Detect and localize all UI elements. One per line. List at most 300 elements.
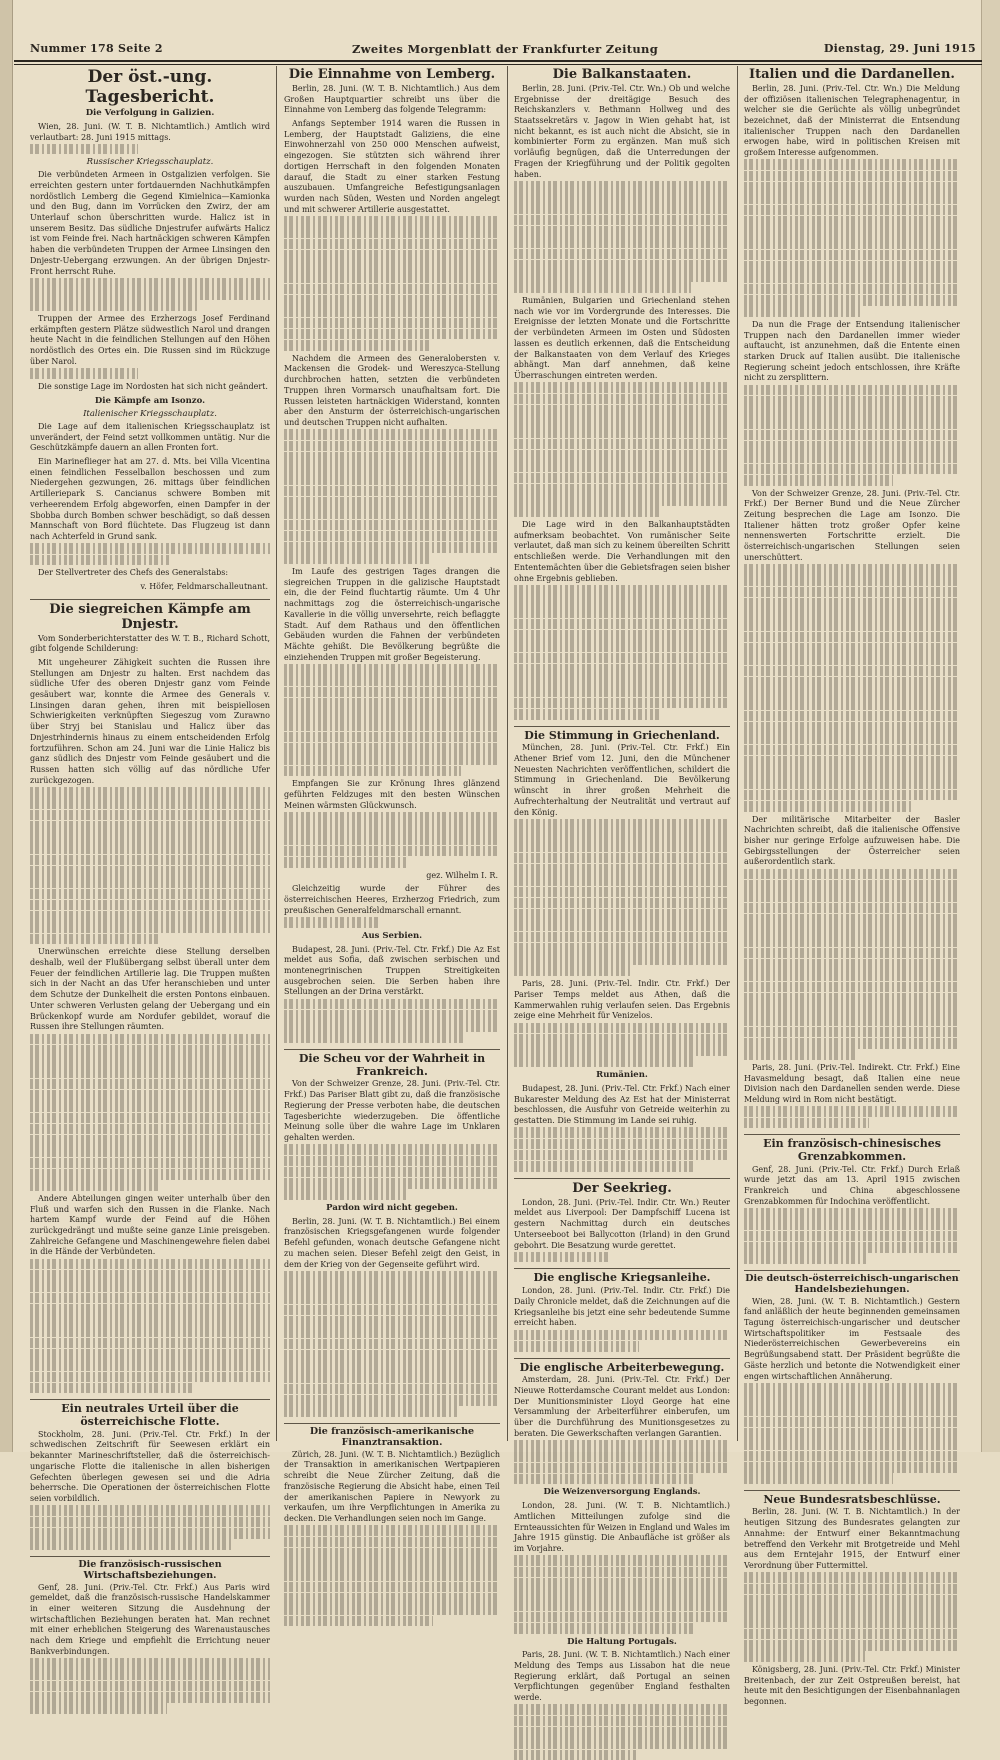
text-line <box>744 1118 869 1129</box>
text-line <box>284 1316 500 1327</box>
text-line <box>744 250 960 261</box>
text-line <box>514 898 730 909</box>
text-line <box>744 620 960 631</box>
text-line <box>30 866 270 877</box>
text-line <box>514 943 730 954</box>
article-paragraph: Ein Marineflieger hat am 27. d. Mts. bei Villa Vicentina einen feindlichen Fesselballon beschossen und zum Niedergehen gezwungen, 26. mittags über feindlichen Artilleriepark S. Cancianus schwere Bomben mit verheerendem Erfolg abgeworfen, einen Dampfer in der Sbobba durch Bomben schwer beschädigt, so daß dessen Mannschaft von Bord flüchtete. Das Flugzeug ist dann nach Achterfeld in Grund sank. <box>30 457 270 565</box>
text-line <box>284 261 500 272</box>
issue-number: Nummer 178 Seite 2 <box>30 42 163 55</box>
text-line <box>744 441 960 452</box>
article-paragraph: Truppen der Armee des Erzherzogs Josef Ferdinand erkämpften gestern Plätze südwestlich Narol und drangen heute Nacht in die feindlichen Stellungen auf den Höhen nordöstlich des Ortes ein. Die Russen sind im Rückzuge über Narol. <box>30 314 270 379</box>
text-line <box>30 843 270 854</box>
article-paragraph: Rumänien, Bulgarien und Griechenland stehen nach wie vor im Vordergrunde des Interesses. Die Ereignisse der letzten Monate und die Fortschritte der verbündeten Armeen im Osten und Südosten lassen es deutlich erkennen, daß die Entscheidung der Balkanstaaten von dem Verlauf des Krieges abhängt. Man darf annehmen, daß keine Überraschungen eintreten werden. <box>514 296 730 517</box>
text-line <box>284 329 500 340</box>
text-line <box>744 464 960 475</box>
text-line <box>514 1330 730 1341</box>
text-line <box>30 798 270 809</box>
text-line <box>30 144 138 155</box>
text-line <box>514 1023 730 1034</box>
text-line <box>514 181 730 192</box>
text-line <box>30 1372 270 1383</box>
article-paragraph: Da nun die Frage der Entsendung italienischer Truppen nach den Dardanellen immer wieder auftaucht, ist anzunehmen, daß die Entente einen starken Druck auf Italien ausübt. Die italienische Regierung scheint jedoch entschlossen, ihre Kräfte nicht zu zersplittern. <box>744 320 960 486</box>
text-line <box>284 1559 500 1570</box>
article-paragraph: Mit ungeheurer Zähigkeit suchten die Russen ihre Stellungen am Dnjestr zu halten. Erst nachdem das südliche Ufer des oberen Dnjestr ganz vom Feinde gesäubert war, konnte die Armee des Generals v. Linsingen daran gehen, ihren mit beispiellosen Schwierigkeiten verknüpften Siegeszug vom Zurawno über Stryj bei Stanislau und Halicz über das Dnjestrhindernis hinaus zu einem entscheidenden Erfolg fortzuführen. Schon am 24. Juni war die Linie Halicz bis ganz südlich des Dnjestr vom Feinde gesäubert und die Russen hatten sich völlig auf das nördliche Ufer zurückgezogen. <box>30 658 270 944</box>
subheading: Die Haltung Portugals. <box>567 1636 677 1647</box>
text-line <box>30 555 169 566</box>
text-line <box>514 1623 693 1634</box>
text-line <box>30 1293 270 1304</box>
text-line <box>284 834 500 845</box>
text-line <box>744 261 960 272</box>
text-line <box>284 1384 500 1395</box>
text-line <box>514 1463 730 1474</box>
column-1 <box>30 66 270 1656</box>
text-line <box>284 553 431 564</box>
text-line <box>284 463 500 474</box>
text-line <box>284 1032 465 1043</box>
text-line <box>30 368 138 379</box>
text-line <box>514 282 691 293</box>
text-line <box>514 394 730 405</box>
text-line <box>744 1219 960 1230</box>
text-line <box>514 382 730 393</box>
text-line <box>744 1572 960 1583</box>
text-line <box>514 1474 695 1485</box>
signature: gez. Wilhelm I. R. <box>426 870 498 880</box>
text-line <box>514 237 730 248</box>
text-line <box>514 830 730 841</box>
text-line <box>514 1150 730 1161</box>
text-line <box>514 585 730 596</box>
text-line <box>744 598 960 609</box>
text-line <box>284 227 500 238</box>
text-line <box>514 215 730 226</box>
text-line <box>744 993 960 1004</box>
text-line <box>514 260 730 271</box>
article-paragraph: Zürich, 28. Juni. (W. T. B. Nichtamtlich.) Bezüglich der Transaktion in amerikanischen Wertpapieren schreibt die Neue Zürcher Zeitung, daß die französische Regierung die Absicht habe, einen Teil der amerikanischen Papiere in Newyork zu verkaufen, um ihre Verpflichtungen in Amerika zu decken. Die Verhandlungen seien noch im Gange. <box>284 1450 500 1626</box>
article-divider <box>284 1049 500 1050</box>
text-line <box>514 405 730 416</box>
text-line <box>30 1045 270 1056</box>
text-line <box>284 508 500 519</box>
text-line <box>284 732 500 743</box>
text-line <box>744 1394 960 1405</box>
text-line <box>284 1395 500 1406</box>
article-paragraph: Genf, 28. Juni. (Priv.-Tel. Ctr. Frkf.) Durch Erlaß wurde jetzt das am 13. April 1915 zwischen Frankreich und China abgeschlossene Grenzabkommen für Indochina veröffentlicht. <box>744 1165 960 1264</box>
text-line <box>514 439 730 450</box>
text-line <box>514 853 730 864</box>
text-line <box>284 1593 500 1604</box>
text-line <box>30 300 200 311</box>
headline: Die Stimmung in Griechenland. <box>524 728 720 742</box>
column-rule <box>737 66 738 1441</box>
text-line <box>284 1305 500 1316</box>
text-line <box>30 855 270 866</box>
article-paragraph: Wien, 28. Juni. (W. T. B. Nichtamtlich.) Gestern fand anläßlich der heute beginnenden gemeinsamen Tagung österreichisch-ungarischer und deutscher Wirtschaftspolitiker im Festsaale des Niederösterreichischen Gewerbevereins ein Begrüßungsabend statt. Der Präsident begrüßte die Gäste herzlich und betonte die Notwendigkeit einer engen wirtschaftlichen Annäherung. <box>744 1297 960 1484</box>
next-page-edge <box>981 0 1000 1452</box>
text-line <box>514 1750 637 1760</box>
article-paragraph: Paris, 28. Juni. (W. T. B. Nichtamtlich.) Nach einer Meldung des Temps aus Lissabon hat die neue Regierung erklärt, daß Portugal an seinen Verpflichtungen gegenüber England festhalten werde. <box>514 1650 730 1760</box>
text-line <box>514 686 730 697</box>
text-line <box>284 542 500 553</box>
article-paragraph: Nachdem die Armeen des Generalobersten v. Mackensen die Grodek- und Wereszyca-Stellung durchbrochen hatten, setzten die verbündeten Truppen ihren Vormarsch unaufhaltsam fort. Die Russen leisteten hartnäckigen Widerstand, konnten aber den Ansturm der österreichisch-ungarischen und deutschen Truppen nicht aufhalten. <box>284 354 500 564</box>
text-line <box>744 1439 960 1450</box>
text-line <box>744 272 960 283</box>
text-line <box>744 1405 960 1416</box>
text-line <box>514 932 730 943</box>
text-line <box>284 1604 500 1615</box>
article-paragraph: Paris, 28. Juni. (Priv.-Tel. Indir. Ctr. Frkf.) Der Pariser Temps meldet aus Athen, daß die Kammerwahlen ruhig verlaufen seien. Das Ergebnis zeige eine Mehrheit für Venizelos. <box>514 979 730 1067</box>
text-line <box>744 385 960 396</box>
text-line <box>744 733 960 744</box>
text-line <box>744 159 960 170</box>
text-line <box>514 920 730 931</box>
text-line <box>30 1113 270 1124</box>
text-line <box>284 1361 500 1372</box>
text-line <box>744 699 960 710</box>
article-paragraph: Anfangs September 1914 waren die Russen in Lemberg, der Hauptstadt Galiziens, die eine Einwohnerzahl von 250 000 Menschen aufweist, eingezogen. Sie stützten sich während ihrer dortigen Herrschaft in den folgenden Monaten darauf, die Stadt zu einer starken Festung auszubauen. Umfangreiche Befestigungsanlagen wurden nach Süden, Westen und Norden angelegt und mit schwerer Artillerie ausgestattet. <box>284 119 500 351</box>
article-paragraph: London, 28. Juni. (Priv.-Tel. Indir. Ctr. Wn.) Reuter meldet aus Liverpool: Der Dampfschiff Lucena ist gestern Nachmittag durch ein deutsches Unterseeboot bei Ballycotton (Irland) in den Grund gebohrt. Die Besatzung wurde gerettet. <box>514 1198 730 1263</box>
subheading: Rumänien. <box>596 1070 648 1081</box>
text-line <box>30 1315 270 1326</box>
text-line <box>514 1451 730 1462</box>
text-line <box>744 1004 960 1015</box>
text-line <box>284 295 500 306</box>
text-line <box>514 653 730 664</box>
text-line <box>30 1528 270 1539</box>
text-line <box>30 1349 270 1360</box>
text-line <box>744 1417 960 1428</box>
text-line <box>514 619 730 630</box>
text-line <box>514 664 730 675</box>
text-line <box>744 801 912 812</box>
text-line <box>284 1350 500 1361</box>
text-line <box>744 869 960 880</box>
text-line <box>284 1293 500 1304</box>
article-paragraph: Stockholm, 28. Juni. (Priv.-Tel. Ctr. Frkf.) In der schwedischen Zeitschrift für Seewesen erklärt ein bekannter Marineschriftsteller, daß die österreichisch-ungarische Flotte die italienische in allen bisherigen Gefechten überlegen gewesen sei und die Adria beherrsche. Die Operationen der österreichischen Flotte seien vorbildlich. <box>30 1430 270 1550</box>
text-line <box>284 1282 500 1293</box>
article-divider <box>30 599 270 600</box>
article-paragraph: Vom Sonderberichterstatter des W. T. B., Richard Schott, gibt folgende Schilderung: <box>30 633 270 654</box>
text-line <box>514 630 730 641</box>
text-line <box>744 1651 865 1662</box>
text-line <box>30 1180 160 1191</box>
text-line <box>284 1339 500 1350</box>
text-line <box>514 875 730 886</box>
text-line <box>744 295 960 306</box>
text-line <box>284 664 500 675</box>
text-line <box>744 1027 960 1038</box>
text-line <box>514 965 631 976</box>
text-line <box>30 1703 167 1714</box>
text-line <box>30 1135 270 1146</box>
text-line <box>514 596 730 607</box>
text-line <box>744 1015 960 1026</box>
text-line <box>284 709 500 720</box>
article-divider <box>30 1556 270 1557</box>
masthead-title: Zweites Morgenblatt der Frankfurter Zeitung <box>351 42 659 56</box>
text-line <box>514 450 730 461</box>
text-line <box>30 1692 270 1703</box>
text-line <box>30 821 270 832</box>
text-line <box>30 1658 270 1669</box>
text-line <box>514 495 730 506</box>
article-divider <box>514 1358 730 1359</box>
text-line <box>744 925 960 936</box>
text-line <box>514 909 730 920</box>
text-line <box>514 607 730 618</box>
text-line <box>744 1231 960 1242</box>
article-divider <box>744 1270 960 1271</box>
text-line <box>30 1079 270 1090</box>
text-line <box>284 812 500 823</box>
text-line <box>514 641 730 652</box>
text-line <box>744 1242 960 1253</box>
text-line <box>514 1440 730 1451</box>
text-line <box>514 192 730 203</box>
text-line <box>514 1567 730 1578</box>
text-line <box>284 284 500 295</box>
text-line <box>744 666 960 677</box>
text-line <box>744 575 960 586</box>
article-divider <box>744 1490 960 1491</box>
text-line <box>744 418 960 429</box>
text-line <box>30 1517 270 1528</box>
headline: Die englische Kriegsanleihe. <box>533 1271 711 1285</box>
text-line <box>744 1383 960 1394</box>
text-line <box>514 1578 730 1589</box>
text-line <box>744 1584 960 1595</box>
text-line <box>744 936 960 947</box>
text-line <box>514 1589 730 1600</box>
text-line <box>284 687 500 698</box>
text-line <box>744 903 960 914</box>
text-line <box>284 520 500 531</box>
text-line <box>514 484 730 495</box>
text-line <box>744 407 960 418</box>
text-line <box>284 766 461 777</box>
text-line <box>284 452 500 463</box>
text-line <box>514 249 730 260</box>
text-line <box>30 1056 270 1067</box>
headline: Der öst.-ung. Tagesbericht. <box>85 67 215 107</box>
text-line <box>514 1341 639 1352</box>
text-line <box>744 216 960 227</box>
headline: Italien und die Dardanellen. <box>749 67 955 82</box>
text-line <box>284 1189 407 1200</box>
text-line <box>30 278 270 289</box>
article-paragraph: Amsterdam, 28. Juni. (Priv.-Tel. Ctr. Frkf.) Der Nieuwe Rotterdamsche Courant meldet aus London: Der Munitionsminister Lloyd George hat eine Versammlung der Arbeiterführer einberufen, um über die Durchführung des Munitionsgesetzes zu beraten. Die Gewerkschaften verlangen Garantien. <box>514 1375 730 1484</box>
text-line <box>744 880 960 891</box>
text-line <box>744 306 861 317</box>
text-line <box>514 1555 730 1566</box>
article-paragraph: London, 28. Juni. (W. T. B. Nichtamtlich.) Amtlichen Mitteilungen zufolge sind die Ernteaussichten für Weizen in England und Wales im Jahre 1915 günstig. Die Anbaufläche ist größer als im Vorjahre. <box>514 1501 730 1633</box>
text-line <box>284 441 500 452</box>
headline: Die deutsch-österreichisch-ungarischen Handelsbeziehungen. <box>745 1272 959 1295</box>
subheading: Die Verfolgung in Galizien. <box>85 108 215 119</box>
text-line <box>284 754 500 765</box>
text-line <box>284 1010 500 1021</box>
text-line <box>30 1270 270 1281</box>
text-line <box>284 823 500 834</box>
text-line <box>30 1034 270 1045</box>
text-line <box>744 1640 960 1651</box>
text-line <box>744 1049 858 1060</box>
text-line <box>744 756 960 767</box>
article-paragraph: Die sonstige Lage im Nordosten hat sich nicht geändert. <box>38 381 268 391</box>
text-line <box>744 430 960 441</box>
text-line <box>284 1271 500 1282</box>
text-line <box>744 778 960 789</box>
text-line <box>30 1158 270 1169</box>
text-line <box>744 745 960 756</box>
article-divider <box>284 1423 500 1424</box>
text-line <box>514 887 730 898</box>
text-line <box>744 171 960 182</box>
text-line <box>30 1539 232 1550</box>
text-line <box>30 889 270 900</box>
text-line <box>284 1570 500 1581</box>
text-line <box>30 1326 270 1337</box>
article-paragraph: Berlin, 28. Juni. (W. T. B. Nichtamtlich.) Aus dem Großen Hauptquartier schreibt uns über die Einnahme von Lemberg das folgende Telegramm: <box>284 83 500 115</box>
text-line <box>30 1124 270 1135</box>
text-line <box>744 475 893 486</box>
text-line <box>30 877 270 888</box>
text-line <box>514 1612 730 1623</box>
text-line <box>744 790 960 801</box>
text-line <box>284 429 500 440</box>
text-line <box>744 564 960 575</box>
article-paragraph: Gleichzeitig wurde der Führer des österreichischen Heeres, Erzherzog Friedrich, zum preußischen Generalfeldmarschall ernannt. <box>284 884 500 927</box>
text-line <box>284 239 500 250</box>
article-paragraph: Berlin, 28. Juni. (Priv.-Tel. Ctr. Wn.) Ob und welche Ergebnisse der dreitägige Besuch des Reichskanzlers v. Bethmann Hollweg und des Staatssekretärs v. Jagow in Wien gehabt hat, ist nicht bekannt, es ist auch nicht die Absicht, sie in kombinierter Form zu ergänzen. Man muß sich vorläufig begnügen, daß die Unterredungen der Fragen der Kriegführung und der Politik gegolten haben. <box>514 84 730 293</box>
text-line <box>30 1681 270 1692</box>
text-line <box>514 271 730 282</box>
text-line <box>284 720 500 731</box>
text-line <box>744 1451 960 1462</box>
text-line <box>284 917 381 928</box>
text-line <box>744 654 960 665</box>
article-paragraph: Genf, 28. Juni. (Priv.-Tel. Ctr. Frkf.) Aus Paris wird gemeldet, daß die französisch-russische Handelskammer in einer weiteren Sitzung die Ausdehnung der wirtschaftlichen Beziehungen beraten hat. Man rechnet mit einer erheblichen Steigerung des Warenaustausches nach dem Kriege und empfiehlt die Errichtung neuer Bankverbindungen. <box>30 1583 270 1714</box>
text-line <box>284 1327 500 1338</box>
text-line <box>744 959 960 970</box>
article-paragraph: Im Laufe des gestrigen Tages drangen die siegreichen Truppen in die galizische Hauptstadt ein, die der Feind fluchtartig räumte. Um 4 Uhr nachmittags zog die österreichisch-ungarische Kavallerie in die völlig unversehrte, reich beflaggte Stadt. Auf dem Rathaus und den öffentlichen Gebäuden wurden die Fahnen der verbündeten Mächte gehißt. Die Bevölkerung begrüßte die einziehenden Truppen mit großer Begeisterung. <box>284 567 500 776</box>
text-line <box>744 1606 960 1617</box>
text-line <box>284 497 500 508</box>
text-line <box>30 1360 270 1371</box>
text-line <box>744 587 960 598</box>
text-line <box>744 632 960 643</box>
headline: Die Scheu vor der Wahrheit in Frankreich. <box>298 1052 486 1078</box>
text-line <box>30 1259 270 1270</box>
text-line <box>514 203 730 214</box>
text-line <box>514 1034 730 1045</box>
text-line <box>514 1056 695 1067</box>
text-line <box>284 1582 500 1593</box>
subheading: Die Kämpfe am Isonzo. <box>94 395 206 406</box>
headline: Die Balkanstaaten. <box>552 67 692 82</box>
subheading: Pardon wird nicht gegeben. <box>326 1203 458 1214</box>
text-line <box>30 1146 270 1157</box>
text-line <box>744 1106 960 1117</box>
article-paragraph: Von der Schweizer Grenze, 28. Juni. (Priv.-Tel. Ctr. Frkf.) Der Berner Bund und die Neue Zürcher Zeitung besprechen die Lage am Isonzo. Die Italiener hätten trotz großer Opfer keine nennenswerten Fortschritte erzielt. Die österreichisch-ungarischen Stellungen seien unerschüttert. <box>744 489 960 812</box>
text-line <box>744 643 960 654</box>
column-3 <box>514 66 730 1703</box>
article-divider <box>514 1268 730 1269</box>
text-line <box>284 698 500 709</box>
text-line <box>744 1208 960 1219</box>
column-rule <box>507 66 508 1441</box>
text-line <box>284 1156 500 1167</box>
text-line <box>744 970 960 981</box>
text-line <box>744 452 960 463</box>
article-divider <box>514 1178 730 1179</box>
text-line <box>30 1090 270 1101</box>
text-line <box>30 934 160 945</box>
text-line <box>744 193 960 204</box>
text-line <box>514 1727 730 1738</box>
text-line <box>744 1428 960 1439</box>
text-line <box>284 340 431 351</box>
text-line <box>30 832 270 843</box>
text-line <box>30 543 270 554</box>
text-line <box>514 1600 730 1611</box>
text-line <box>30 1067 270 1078</box>
text-line <box>284 1144 500 1155</box>
binding-margin <box>0 0 13 1452</box>
text-line <box>744 722 960 733</box>
text-line <box>514 226 730 237</box>
article-paragraph: Andere Abteilungen gingen weiter unterhalb über den Fluß und warfen sich den Russen in die Flanke. Nach hartem Kampf wurde der Feind auf die Höhen zurückgedrängt und mußte seine ganze Linie preisgeben. Zahlreiche Gefangene und Maschinengewehre fielen dabei in die Hände der Verbündeten. <box>30 1194 270 1394</box>
text-line <box>284 1021 500 1032</box>
subheading: Aus Serbien. <box>361 930 423 941</box>
text-line <box>284 1178 500 1189</box>
headline: Der Seekrieg. <box>572 1180 672 1196</box>
text-line <box>514 698 730 709</box>
text-line <box>744 1462 960 1473</box>
text-line <box>30 900 270 911</box>
text-line <box>514 506 661 517</box>
text-line <box>284 531 500 542</box>
article-divider <box>514 726 730 727</box>
headline: Die Einnahme von Lemberg. <box>288 67 496 82</box>
article-paragraph: Berlin, 28. Juni. (Priv.-Tel. Ctr. Wn.) Die Meldung der offiziösen italienischen Telegraphenagentur, in welcher sie die Gerüchte als völlig unbegründet bezeichnet, daß der Ministerrat die Entsendung italienischer Truppen nach den Dardanellen erwogen habe, wird in politischen Kreisen mit großem Interesse aufgenommen. <box>744 84 960 317</box>
article-paragraph: Paris, 28. Juni. (Priv.-Tel. Indirekt. Ctr. Frkf.) Eine Havasmeldung besagt, daß Italien eine neue Division nach den Dardanellen senden werde. Diese Meldung wird in Rom nicht bestätigt. <box>744 1063 960 1128</box>
text-line <box>284 1525 500 1536</box>
text-line <box>284 216 500 227</box>
text-line <box>514 416 730 427</box>
text-line <box>744 948 960 959</box>
headline: Ein neutrales Urteil über die österreichische Flotte. <box>61 1402 239 1429</box>
text-line <box>30 911 270 922</box>
text-line <box>284 1548 500 1559</box>
article-paragraph: Unerwünschen erreichte diese Stellung derselben deshalb, weil der Flußübergang selbst überall unter dem Feuer der feindlichen Artillerie lag. Die Truppen mußten sich in der Nacht an das Ufer heranschieben und unter dem Schutze der Dunkelheit die ersten Pontons einbauen. Unter schweren Verlusten gelang der Uebergang und ein Brückenkopf wurde am Nordufer gebildet, worauf die Russen ihre Stellungen räumten. <box>30 947 270 1191</box>
article-paragraph: Wien, 28. Juni. (W. T. B. Nichtamtlich.) Amtlich wird verlautbart: 28. Juni 1915 mittags. <box>30 122 270 155</box>
article-paragraph: Budapest, 28. Juni. (Priv.-Tel. Ctr. Frkf.) Die Az Est meldet aus Sofia, daß zwischen serbischen und montenegrinischen Truppen Streitigkeiten ausgebrochen seien. Die Serben haben ihre Stellungen an der Drina verstärkt. <box>284 945 500 1044</box>
article-paragraph: London, 28. Juni. (Priv.-Tel. Indir. Ctr. Frkf.) Die Daily Chronicle meldet, daß die Zeichnungen auf die Kriegsanleihe bis jetzt eine sehr bedeutende Summe erreicht haben. <box>514 1286 730 1351</box>
text-line <box>284 857 407 868</box>
text-line <box>30 1101 270 1112</box>
article-paragraph: Der militärische Mitarbeiter der Basler Nachrichten schreibt, daß die italienische Offensive bisher nur geringe Erfolge aufzuweisen habe. Die Gebirgsstellungen der Österreicher seien außerordentlich stark. <box>744 815 960 1060</box>
article-paragraph: München, 28. Juni. (Priv.-Tel. Ctr. Frkf.) Ein Athener Brief vom 12. Juni, den die Münchener Neuesten Nachrichten veröffentlichen, schildert die Stimmung in Griechenland. Die Bevölkerung wünscht in ihrer großen Mehrheit die Aufrechterhaltung der Neutralität und vertraut auf den König. <box>514 743 730 976</box>
text-line <box>514 427 730 438</box>
text-line <box>284 1537 500 1548</box>
article-paragraph: Berlin, 28. Juni. (W. T. B. Nichtamtlich.) Bei einem französischen Kriegsgefangenen wurde folgender Befehl gefunden, wonach deutsche Gefangene nicht zu machen seien. Dieser Befehl zeigt den Geist, in dem der Krieg von der Gegenseite geführt wird. <box>284 1217 500 1417</box>
text-line <box>514 1252 611 1263</box>
text-line <box>744 609 960 620</box>
text-line <box>30 1169 270 1180</box>
text-line <box>744 891 960 902</box>
